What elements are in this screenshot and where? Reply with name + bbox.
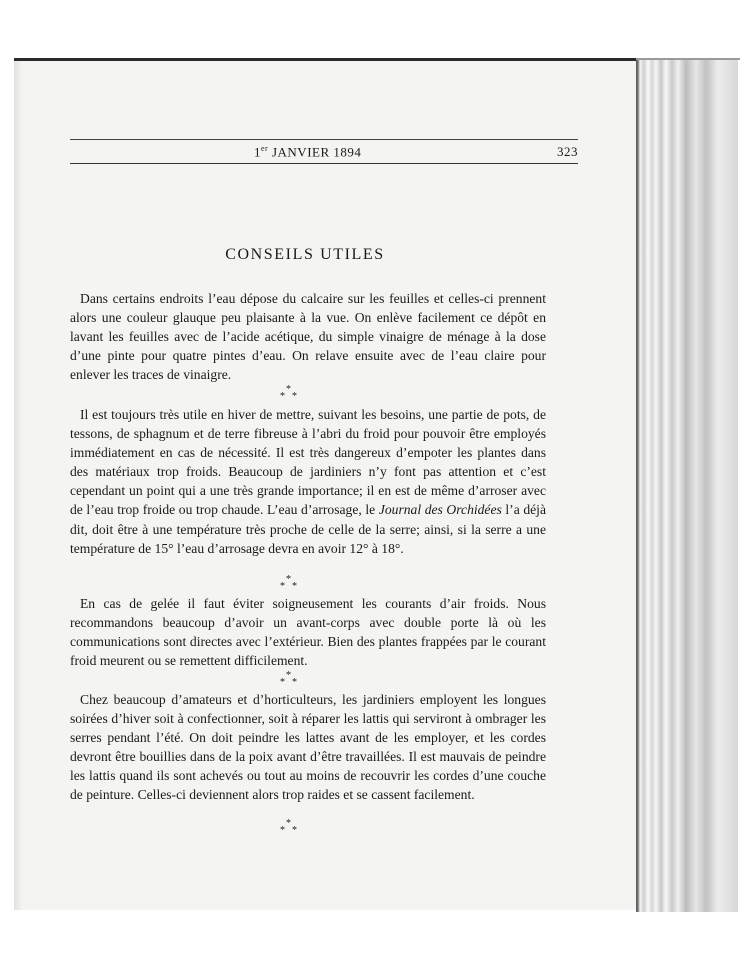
paragraph-text: Dans certains endroits l’eau dépose du calcaire sur les feuilles et celles-ci prennent alors une couleur glauque peu plaisante à la vue. On enlève facilement ce dépôt en lavant les feuilles avec de l’acide acétique, du simple vinaigre de ménage à la dose d’une pinte pour quatre pintes d’eau. On relave ensuite avec de l’eau claire pour enlever les traces de vinaigre.: [70, 291, 546, 383]
article-paragraph-1: [70, 289, 546, 384]
asterism-star: *: [292, 677, 297, 688]
paragraph-text: En cas de gelée il faut éviter soigneusement les courants d’air froids. Nous recommandons beaucoup d’avoir un avant-corps avec double porte là où les communications sont directes avec l’extérieur. Bien des plantes frappées par le courant froid meurent ou se remettent difficilement.: [70, 596, 546, 669]
article-paragraph-4: [70, 690, 546, 805]
asterism-divider: [272, 384, 312, 404]
asterism-star: *: [280, 677, 285, 688]
running-head-bottom-rule: [70, 163, 578, 164]
asterism-star: *: [286, 818, 291, 829]
asterism-divider: [272, 574, 312, 594]
running-head-top-rule: [70, 139, 578, 140]
paragraph-text: [70, 405, 546, 558]
page-left-shadow: [14, 61, 22, 910]
running-head-date: [254, 144, 361, 160]
asterism-star: *: [286, 574, 291, 585]
asterism-star: *: [280, 581, 285, 592]
asterism-star: *: [280, 825, 285, 836]
asterism-divider: [272, 818, 312, 838]
running-head-date-text: JANVIER 1894: [271, 144, 362, 160]
running-head-date-number: 1: [254, 144, 261, 160]
asterism-divider: [272, 670, 312, 690]
article-paragraph-2: [70, 405, 546, 558]
paragraph-text: Chez beaucoup d’amateurs et d’horticulteurs, les jardiniers employent les longues soirées d’hiver soit à confectionner, soit à réparer les lattis qui serviront à ombrager les serres pendant l’été. On doit peindre les lattes avant de les employer, et les cordes devront être bouillies dans de la poix avant d’être travaillées. Il est mauvais de peindre les lattis quand ils sont achevés ou tout au moins de recouvrir les cordes d’une couche de peinture. Celles-ci deviennent alors trop raides et se cassent facilement.: [70, 692, 546, 803]
paragraph-text-before: Il est toujours très utile en hiver de mettre, suivant les besoins, une partie de pots, de tessons, de sphagnum et de terre fibreuse à l’abri du froid pour pouvoir être employés immédiatement en cas de nécessité. Il est très dangereux d’empoter les plantes dans des matériaux trop froids. Beaucoup de jardiniers n’y font pas attention et c’est cependant un point qui a une très grande importance; il en est de même d’arroser avec de l’eau trop froide ou trop chaude. L’eau d’arrosage, le: [70, 407, 546, 518]
book-page-edges: [636, 60, 738, 912]
running-head-date-superscript: er: [261, 144, 269, 153]
asterism-star: *: [292, 581, 297, 592]
page-number: 323: [557, 144, 578, 159]
article-title: CONSEILS UTILES: [225, 246, 385, 263]
asterism-star: *: [292, 391, 297, 402]
journal-title-italic: Journal des Orchidées: [378, 502, 502, 518]
asterism-star: *: [292, 825, 297, 836]
book-edge-top-border: [636, 58, 740, 60]
article-paragraph-3: [70, 594, 546, 670]
asterism-star: *: [280, 391, 285, 402]
asterism-star: *: [286, 670, 291, 681]
paragraph-text-after: l’a déjà dit, doit être à une température très proche de celle de la serre; ainsi, si la serre a une température de 15° l’eau d’arrosage devra en avoir 12° à 18°.: [70, 502, 546, 556]
page-top-border: [14, 58, 640, 61]
asterism-star: *: [286, 384, 291, 395]
